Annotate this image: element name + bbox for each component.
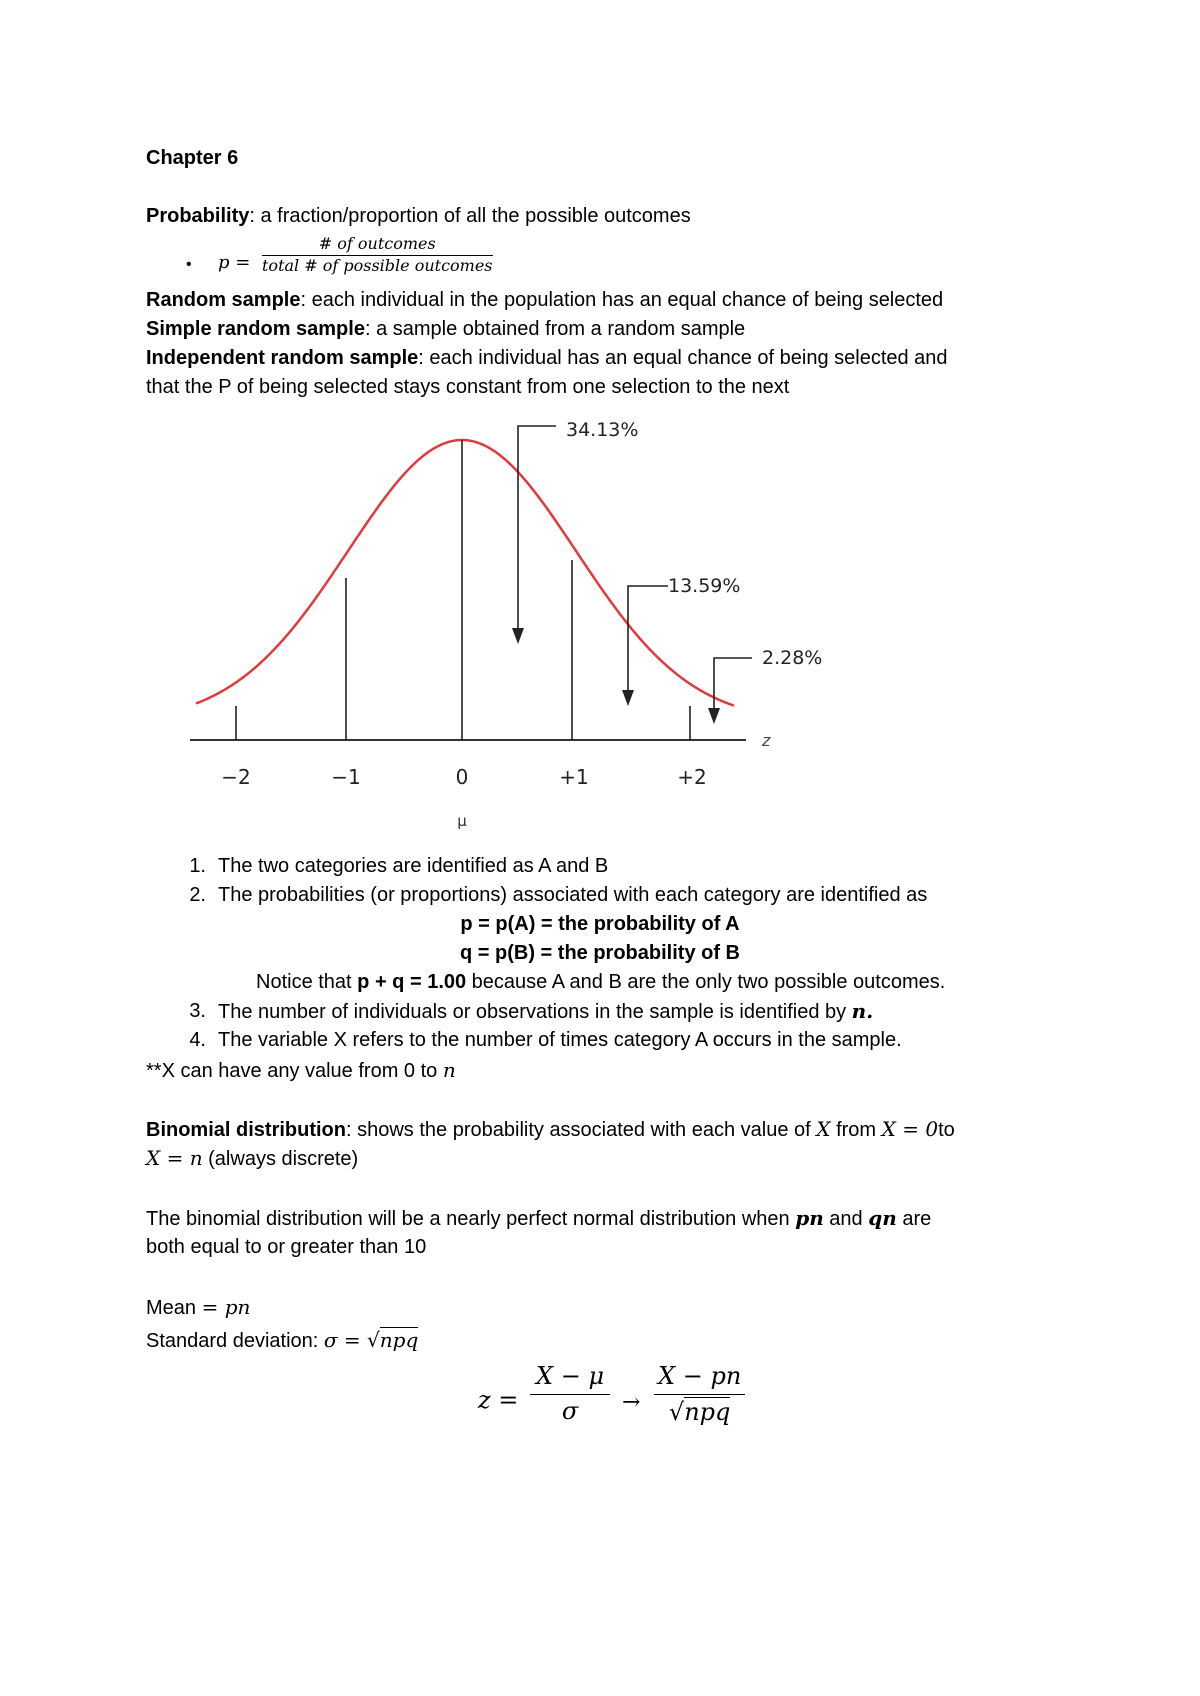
callout-arrow-2 (708, 708, 720, 724)
note-variable: qn (868, 1206, 897, 1230)
list-item-2: The probabilities (or proportions) associated with each category are identified as (218, 884, 928, 906)
probability-text: : a fraction/proportion of all the possible outcomes (249, 205, 691, 227)
definition-text: : a sample obtained from a random sample (364, 318, 746, 340)
notice-text: Notice that (256, 971, 358, 993)
z-formula-fraction-2 (654, 1360, 745, 1429)
binomial-text: : shows the probability associated with each value of (346, 1119, 817, 1141)
definition-term: Simple random sample (146, 318, 365, 340)
definition-continuation: that the P of being selected stays constant from one selection to the next (146, 376, 790, 398)
binomial-term: Binomial distribution (146, 1119, 346, 1141)
mu-label: μ (457, 812, 467, 830)
binomial-equation: X = n (146, 1146, 203, 1170)
z-numerator-1: X − μ (530, 1360, 610, 1395)
note-variable: pn (795, 1206, 824, 1230)
tick-label-minus1: −1 (331, 765, 361, 789)
x-range-note (146, 1056, 456, 1085)
normal-curve-figure (0, 0, 1200, 840)
z-denominator-2 (654, 1395, 745, 1429)
callout-label-34: 34.13% (566, 419, 639, 441)
callout-arrow-34 (512, 628, 524, 644)
notice-line (256, 968, 945, 996)
tick-label-0: 0 (455, 765, 469, 789)
notice-text: because A and B are the only two possible outcomes. (466, 971, 946, 993)
sqrt-symbol: √ (367, 1328, 380, 1352)
z-formula-fraction-1 (530, 1360, 610, 1427)
z-radicand: npq (684, 1398, 731, 1426)
binomial-text: from (830, 1119, 882, 1141)
sd-formula: σ = (323, 1328, 368, 1352)
list-item-4: The variable X refers to the number of times category A occurs in the sample. (218, 1029, 902, 1051)
bullet-dot: • (186, 256, 192, 273)
list-number: 4. (189, 1029, 206, 1051)
sd-label: Standard deviation: (146, 1330, 324, 1352)
callout-line-34 (518, 426, 556, 630)
note-text: The binomial distribution will be a nearly perfect normal distribution when (146, 1208, 796, 1230)
note-text: **X can have any value from 0 to (146, 1060, 443, 1082)
sd-line (146, 1326, 418, 1355)
tick-label-minus2: −2 (221, 765, 251, 789)
probability-formula-numerator: # of outcomes (262, 234, 493, 256)
callout-arrow-13 (622, 690, 634, 706)
chapter-title: Chapter 6 (146, 147, 239, 169)
list-number: 1. (189, 855, 206, 877)
notice-equation: p + q = 1.00 (357, 971, 467, 993)
z-denominator-1: σ (561, 1397, 579, 1425)
definition-term: Random sample (146, 289, 301, 311)
callout-label-2: 2.28% (762, 647, 823, 669)
tick-label-plus2: +2 (677, 765, 707, 789)
p-definition: p = p(A) = the probability of A (460, 913, 740, 935)
callout-label-13: 13.59% (668, 575, 741, 597)
probability-formula-lhs: p = (218, 252, 251, 273)
binomial-variable: X (816, 1117, 831, 1141)
binomial-equation: X = 0 (881, 1117, 939, 1141)
list-item-3 (218, 997, 873, 1026)
binomial-text: to (938, 1119, 955, 1141)
z-formula-lhs: z = (478, 1386, 519, 1414)
definition-text: : each individual has an equal chance of being selected and (418, 347, 948, 369)
probability-term: Probability (146, 205, 250, 227)
callout-line-13 (628, 586, 668, 692)
binomial-definition-cont (146, 1144, 358, 1173)
list-number: 2. (189, 884, 206, 906)
q-definition: q = p(B) = the probability of B (460, 942, 740, 964)
definition-term: Independent random sample (146, 347, 419, 369)
binomial-text: (always discrete) (202, 1148, 359, 1170)
mean-formula: = pn (201, 1295, 251, 1319)
note-variable: n (442, 1058, 456, 1082)
normal-curve (196, 440, 734, 706)
normal-approx-note (146, 1204, 931, 1233)
probability-formula-denominator: total # of possible outcomes (262, 256, 493, 275)
sd-radicand: npq (379, 1328, 419, 1352)
list-item-1: The two categories are identified as A and B (218, 855, 609, 877)
tick-label-plus1: +1 (559, 765, 589, 789)
normal-approx-note-cont: both equal to or greater than 10 (146, 1236, 427, 1258)
mean-line (146, 1293, 250, 1322)
binomial-definition (146, 1115, 955, 1144)
note-text: are (896, 1208, 932, 1230)
mean-label: Mean (146, 1297, 202, 1319)
note-text: and (823, 1208, 869, 1230)
callout-line-2 (714, 658, 752, 710)
z-numerator-2: X − pn (654, 1360, 745, 1395)
list-item-text: The number of individuals or observations in the sample is identified by (218, 1001, 852, 1023)
list-item-variable: n. (851, 999, 874, 1023)
z-axis-label: z (762, 731, 771, 750)
arrow-symbol: → (622, 1390, 641, 1415)
sqrt-symbol: √ (668, 1398, 685, 1426)
definition-text: : each individual in the population has an equal chance of being selected (300, 289, 944, 311)
list-number: 3. (189, 1000, 206, 1022)
